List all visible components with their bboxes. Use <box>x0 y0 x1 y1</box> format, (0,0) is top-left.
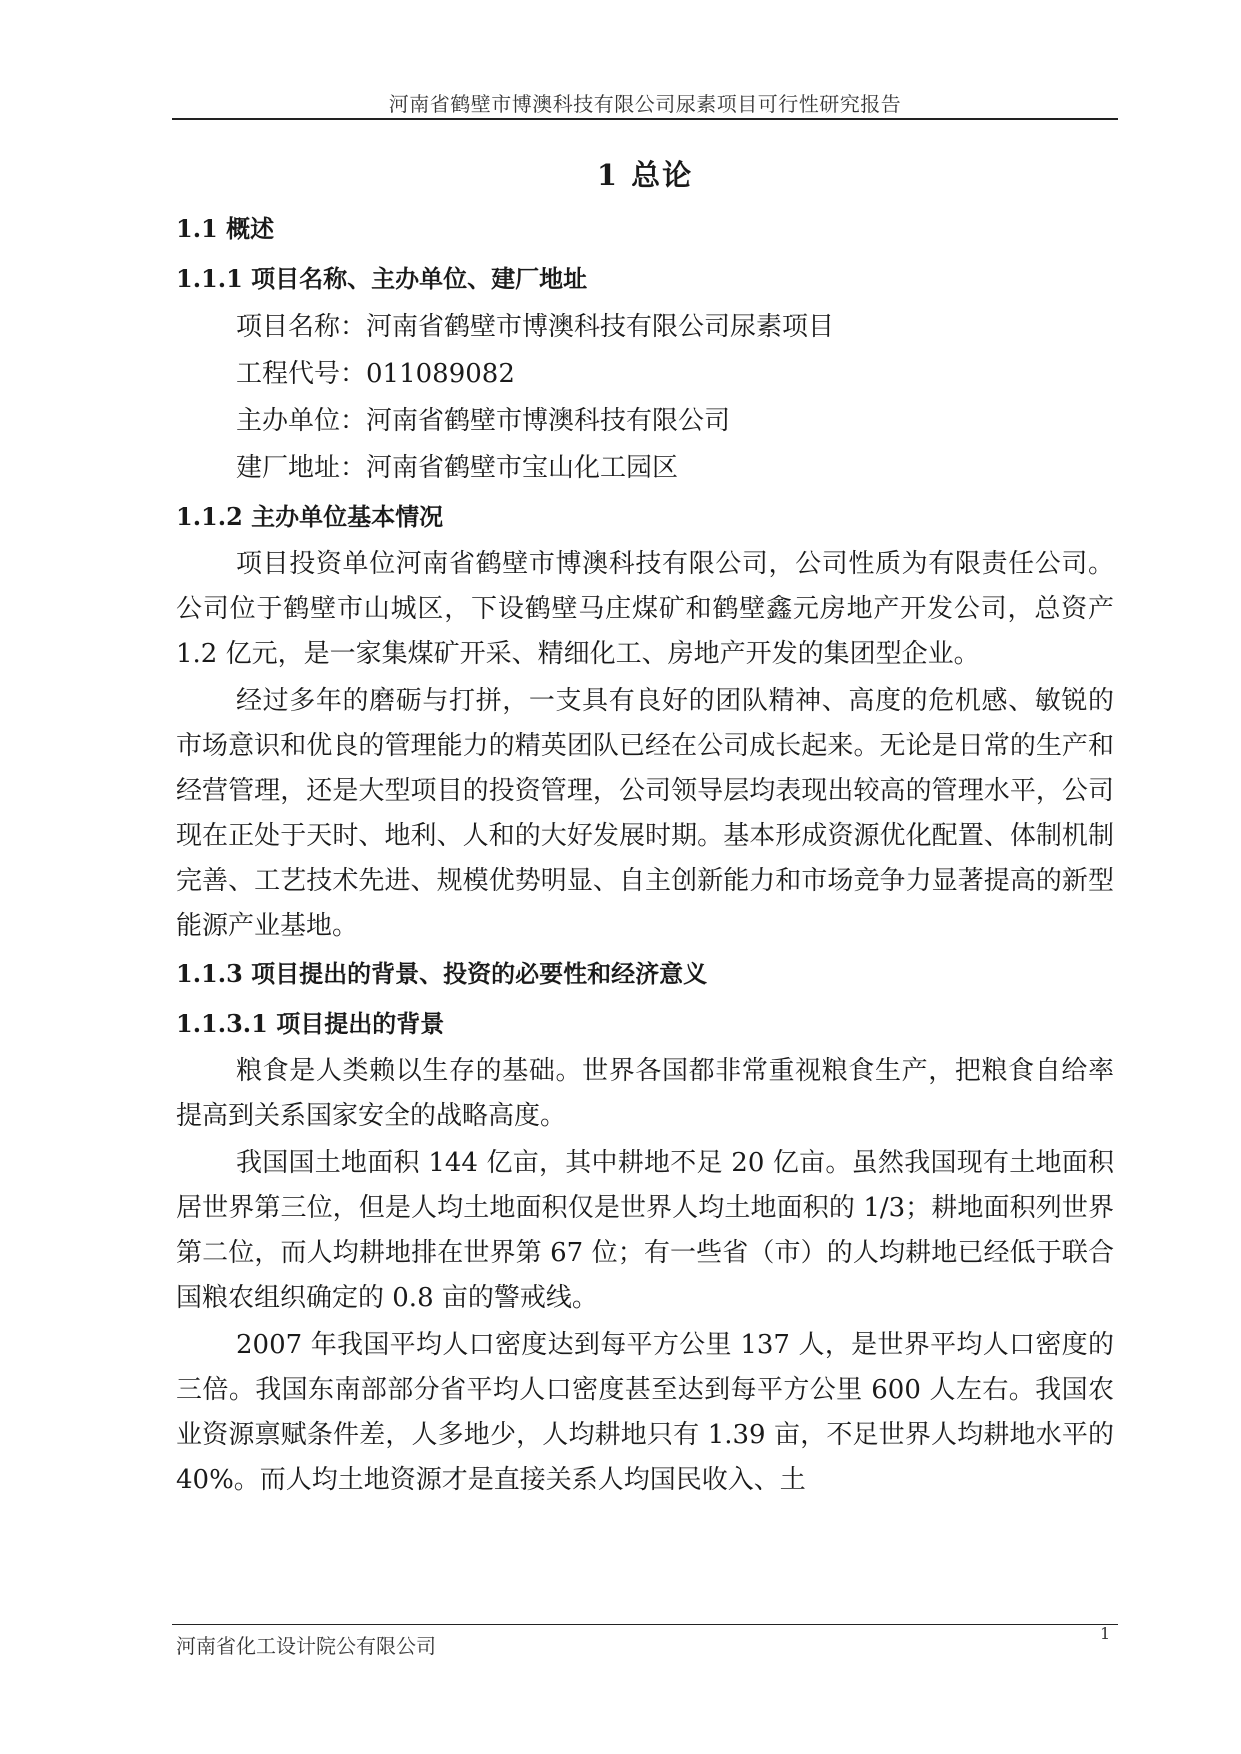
paragraph: 经过多年的磨砺与打拼，一支具有良好的团队精神、高度的危机感、敏锐的市场意识和优良的管理能力的精英团队已经在公司成长起来。无论是日常的生产和经营管理，还是大型项目的投资管理，公司领导层均表现出较高的管理水平，公司现在正处于天时、地利、人和的大好发展时期。基本形成资源优化配置、体制机制完善、工艺技术先进、规模优势明显、自主创新能力和市场竞争力显著提高的新型能源产业基地。 <box>176 686 1114 941</box>
chapter-title: 1 总论 <box>596 158 694 192</box>
section-heading-1-1-1: 1.1.1 项目名称、主办单位、建厂地址 <box>176 264 588 293</box>
project-name-line: 项目名称：河南省鹤壁市博澳科技有限公司尿素项目 <box>236 312 835 342</box>
sponsor-line: 主办单位：河南省鹤壁市博澳科技有限公司 <box>236 406 731 436</box>
section-heading-1-1-2: 1.1.2 主办单位基本情况 <box>176 502 444 531</box>
paragraph: 项目投资单位河南省鹤壁市博澳科技有限公司，公司性质为有限责任公司。公司位于鹤壁市山城区，下设鹤壁马庄煤矿和鹤壁鑫元房地产开发公司，总资产 1.2 亿元，是一家集煤矿开采、精细化工、房地产开发的集团型企业。 <box>176 549 1114 669</box>
header-rule <box>172 118 1118 120</box>
paragraph: 2007 年我国平均人口密度达到每平方公里 137 人，是世界平均人口密度的三倍。我国东南部部分省平均人口密度甚至达到每平方公里 600 人左右。我国农业资源禀赋条件差，人多地少，人均耕地只有 1.39 亩，不足世界人均耕地水平的 40%。而人均土地资源才是直接关系人均国民收入、土 <box>176 1330 1114 1495</box>
footer-rule <box>172 1624 1118 1625</box>
project-code-line: 工程代号：011089082 <box>236 359 515 389</box>
section-heading-1-1-3-1: 1.1.3.1 项目提出的背景 <box>176 1009 445 1038</box>
section-heading-1-1: 1.1 概述 <box>176 214 275 243</box>
section-heading-1-1-3: 1.1.3 项目提出的背景、投资的必要性和经济意义 <box>176 959 708 988</box>
page-number: 1 <box>1100 1624 1111 1643</box>
running-header: 河南省鹤壁市博澳科技有限公司尿素项目可行性研究报告 <box>388 92 902 116</box>
page-body <box>176 204 1114 1503</box>
paragraph: 粮食是人类赖以生存的基础。世界各国都非常重视粮食生产，把粮食自给率提高到关系国家安全的战略高度。 <box>176 1056 1114 1131</box>
site-address-line: 建厂地址：河南省鹤壁市宝山化工园区 <box>236 453 679 483</box>
paragraph: 我国国土地面积 144 亿亩，其中耕地不足 20 亿亩。虽然我国现有土地面积居世界第三位，但是人均土地面积仅是世界人均土地面积的 1/3；耕地面积列世界第二位，而人均耕地排在世界第 67 位；有一些省（市）的人均耕地已经低于联合国粮农组织确定的 0.8 亩的警戒线。 <box>176 1148 1114 1313</box>
footer-organization: 河南省化工设计院公有限公司 <box>176 1634 436 1658</box>
